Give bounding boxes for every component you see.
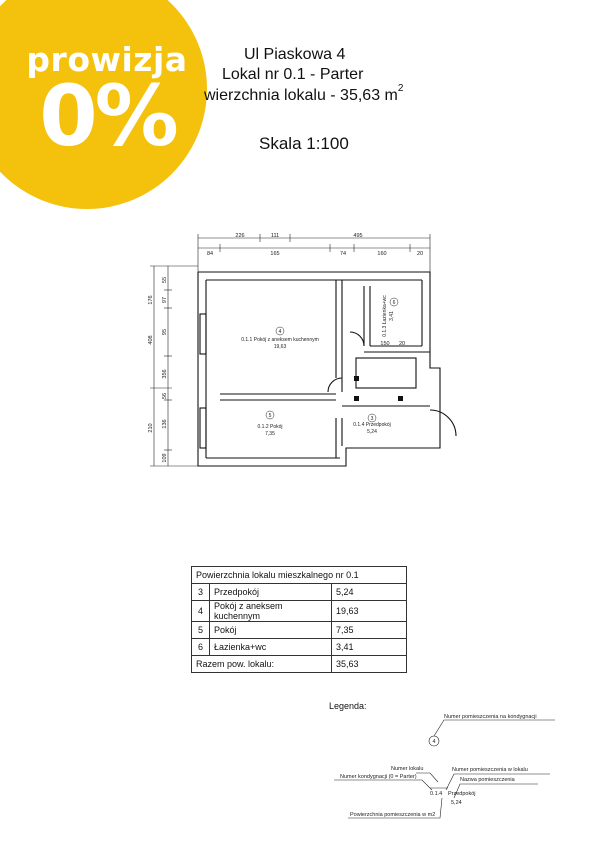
room-6-number: 6 xyxy=(392,300,396,306)
table-row xyxy=(192,601,407,622)
room-3-name: Przedpokój xyxy=(365,422,391,428)
dim-left-inner-5: 56 xyxy=(162,392,168,400)
table-row xyxy=(192,584,407,601)
room-6-label xyxy=(382,295,388,337)
row-name: Pokój xyxy=(210,622,332,639)
dim-top-outer-2: 111 xyxy=(270,233,280,239)
legend-room-number-label: Numer pomieszczenia na kondygnacji xyxy=(444,714,537,720)
legend-sample-name: Przedpokój xyxy=(448,791,476,797)
area-table xyxy=(191,566,407,673)
row-area: 19,63 xyxy=(332,601,407,622)
unit-area xyxy=(204,83,404,105)
room-5-code: 0.1.2 xyxy=(257,424,269,430)
room-6-code: 0.1.3 xyxy=(382,325,388,337)
row-name: Przedpokój xyxy=(210,584,332,601)
room-3-code: 0.1.4 xyxy=(353,422,365,428)
street-address: Ul Piaskowa 4 xyxy=(244,46,346,63)
unit-area-sup: 2 xyxy=(397,83,404,94)
row-name: Pokój z aneksem kuchennym xyxy=(210,601,332,622)
dim-top-inner-5: 20 xyxy=(416,251,424,257)
row-number: 3 xyxy=(192,584,210,601)
dim-top-outer-1: 226 xyxy=(235,233,245,239)
dim-left-outer-3: 210 xyxy=(148,423,154,433)
dim-left-inner-7: 109 xyxy=(162,453,168,463)
legend-floor-number-label: Numer kondygnacji (0 = Parter) xyxy=(340,774,417,780)
row-name: Łazienka+wc xyxy=(210,639,332,656)
unit-title: Lokal nr 0.1 - Parter xyxy=(222,66,364,83)
room-4-label xyxy=(241,337,319,343)
table-total-row xyxy=(192,656,407,673)
room-5-number: 5 xyxy=(268,413,272,419)
room-4-number: 4 xyxy=(278,329,282,335)
row-area: 3,41 xyxy=(332,639,407,656)
dim-left-outer-2: 408 xyxy=(148,335,154,345)
commission-badge xyxy=(0,0,215,215)
legend-title: Legenda: xyxy=(329,701,367,711)
table-row xyxy=(192,639,407,656)
legend-diagram xyxy=(320,700,570,830)
scale-label: Skala 1:100 xyxy=(259,134,349,153)
room-4-code: 0.1.1 xyxy=(241,337,253,343)
dim-top-inner-1: 84 xyxy=(206,251,214,257)
bath-dim-2: 20 xyxy=(398,341,406,347)
badge-percent: 0% xyxy=(39,67,176,165)
table-title-row xyxy=(192,567,407,584)
row-number: 4 xyxy=(192,601,210,622)
dim-left-inner-3: 95 xyxy=(162,328,168,336)
floor-plan xyxy=(140,228,460,478)
legend-sample-code: 0.1.4 xyxy=(430,791,443,797)
room-4-name: Pokój z aneksem kuchennym xyxy=(253,337,319,343)
dim-left-inner-2: 97 xyxy=(162,296,168,304)
legend-area-label: Powierzchnia pomieszczenia w m2 xyxy=(350,812,436,818)
room-4-area: 19,63 xyxy=(273,344,287,350)
dim-top-inner-3: 74 xyxy=(339,251,347,257)
row-area: 7,35 xyxy=(332,622,407,639)
room-3-area: 5,24 xyxy=(367,429,377,435)
dim-top-outer-3: 495 xyxy=(353,233,363,239)
room-6-name: Łazienka+wc xyxy=(382,295,388,325)
total-value: 35,63 xyxy=(332,656,407,673)
legend-sample-area: 5,24 xyxy=(451,800,462,806)
room-5-label xyxy=(257,424,282,430)
total-label: Razem pow. lokalu: xyxy=(192,656,332,673)
room-5-area: 7,35 xyxy=(265,431,275,437)
row-number: 5 xyxy=(192,622,210,639)
bath-dim-1: 150 xyxy=(380,341,390,347)
dim-left-outer-1: 176 xyxy=(148,295,154,305)
dim-left-inner-4: 356 xyxy=(162,369,168,379)
table-row xyxy=(192,622,407,639)
row-area: 5,24 xyxy=(332,584,407,601)
legend-unit-number-label: Numer lokalu xyxy=(391,766,424,772)
room-3-number: 3 xyxy=(370,416,374,422)
dim-left-inner-6: 136 xyxy=(162,419,168,429)
dim-top-inner-4: 160 xyxy=(377,251,387,257)
legend-room-in-unit-label: Numer pomieszczenia w lokalu xyxy=(452,767,528,773)
legend-sample-number: 4 xyxy=(432,739,436,745)
badge-word: prowizja xyxy=(26,40,188,79)
dim-left-inner-1: 55 xyxy=(162,276,168,284)
room-3-label xyxy=(353,422,391,428)
row-number: 6 xyxy=(192,639,210,656)
room-6-area: 3,41 xyxy=(389,311,395,321)
table-title: Powierzchnia lokalu mieszkalnego nr 0.1 xyxy=(192,567,407,584)
room-5-name: Pokój xyxy=(270,424,283,430)
unit-area-text: wierzchnia lokalu - 35,63 m xyxy=(204,87,398,104)
legend-room-name-label: Nazwa pomieszczenia xyxy=(460,777,515,783)
dim-top-inner-2: 165 xyxy=(270,251,280,257)
